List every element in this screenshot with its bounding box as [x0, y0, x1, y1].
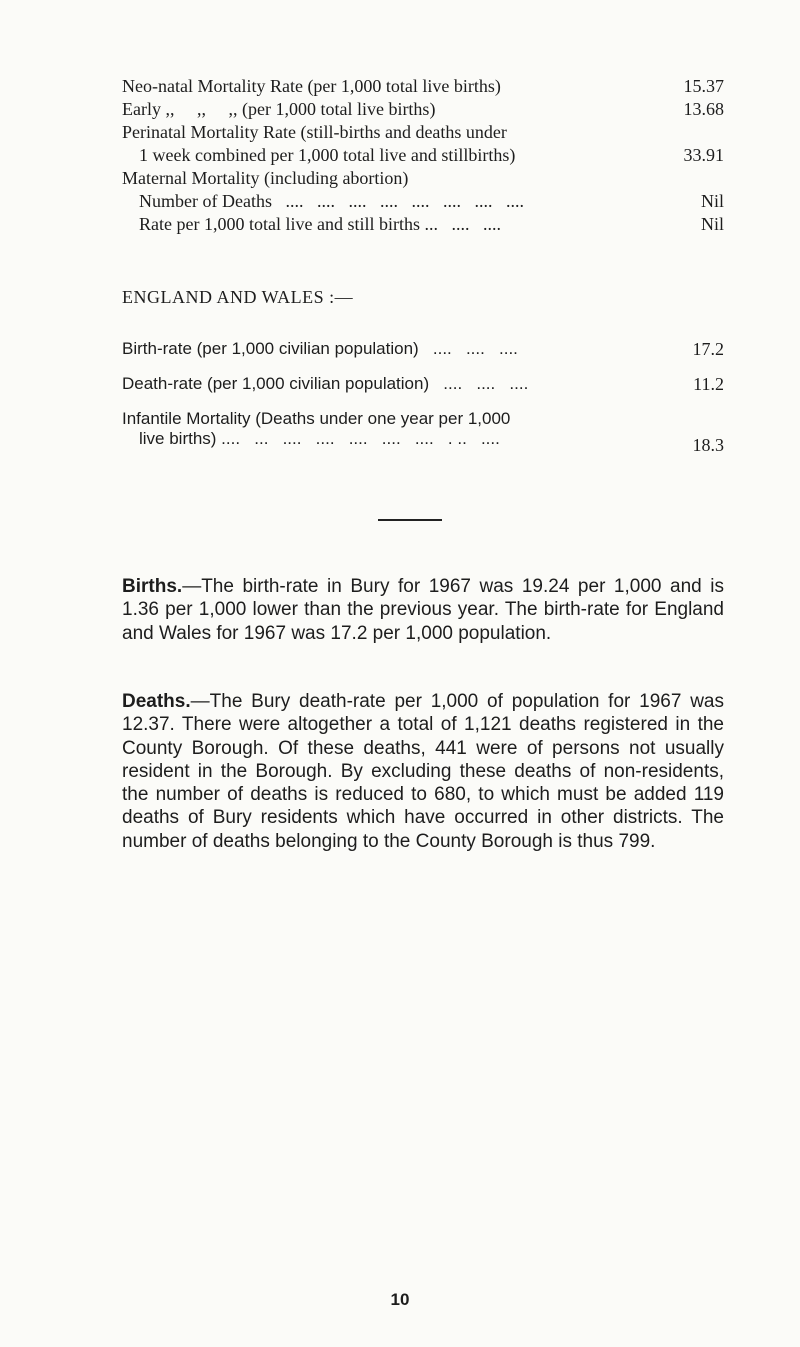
births-heading: Births. — [122, 576, 183, 597]
ew-infant-value: 18.3 — [692, 435, 724, 455]
section-divider — [378, 519, 442, 521]
early-value: 13.68 — [683, 99, 724, 119]
neonatal-value: 15.37 — [683, 76, 724, 96]
perinatal-line1: Perinatal Mortality Rate (still-births and deaths under — [122, 122, 507, 142]
maternal-rate-label: Rate per 1,000 total live and still births ... .... .... — [139, 214, 501, 234]
perinatal-value: 33.91 — [683, 145, 724, 165]
neonatal-label: Neo-natal Mortality Rate (per 1,000 total live births) — [122, 76, 501, 96]
ew-death-label: Death-rate (per 1,000 civilian population) .... .... .... — [122, 374, 529, 393]
page-number: 10 — [390, 1290, 410, 1309]
early-label: Early ,, ,, ,, (per 1,000 total live births) — [122, 99, 436, 119]
ew-infant-line1: Infantile Mortality (Deaths under one year per 1,000 — [122, 409, 511, 428]
deaths-heading: Deaths. — [122, 691, 191, 712]
maternal-rate-value: Nil — [700, 214, 724, 234]
ew-birth-value: 17.2 — [692, 339, 724, 359]
ew-infant-line2: live births) .... ... .... .... .... .... .... . .. .... — [139, 429, 500, 448]
births-paragraph — [122, 575, 724, 645]
births-body: —The birth-rate in Bury for 1967 was 19.24 per 1,000 and is 1.36 per 1,000 lower than the previous year. The birth-rate for England and Wales for 1967 was 17.2 per 1,000 population. — [122, 576, 724, 644]
england-wales-heading: ENGLAND AND WALES :— — [122, 287, 354, 307]
perinatal-line2: 1 week combined per 1,000 total live and stillbirths) — [139, 145, 516, 165]
deaths-paragraph — [122, 690, 724, 853]
ew-death-value: 11.2 — [693, 374, 724, 394]
maternal-deaths-label: Number of Deaths .... .... .... .... .... .... .... .... — [139, 191, 524, 211]
maternal-deaths-value: Nil — [700, 191, 724, 211]
ew-birth-label: Birth-rate (per 1,000 civilian population) .... .... .... — [122, 339, 518, 358]
deaths-body: —The Bury death-rate per 1,000 of population for 1967 was 12.37. There were altogether a total of 1,121 deaths registered in the County Borough. Of these deaths, 441 were of persons not usually resident in the Borough. By excluding these deaths of non-residents, the number of deaths is reduced to 680, to which must be added 119 deaths of Bury residents which have occurred in other districts. The number of deaths belonging to the County Borough is thus 799. — [122, 691, 724, 852]
maternal-heading: Maternal Mortality (including abortion) — [122, 168, 409, 188]
